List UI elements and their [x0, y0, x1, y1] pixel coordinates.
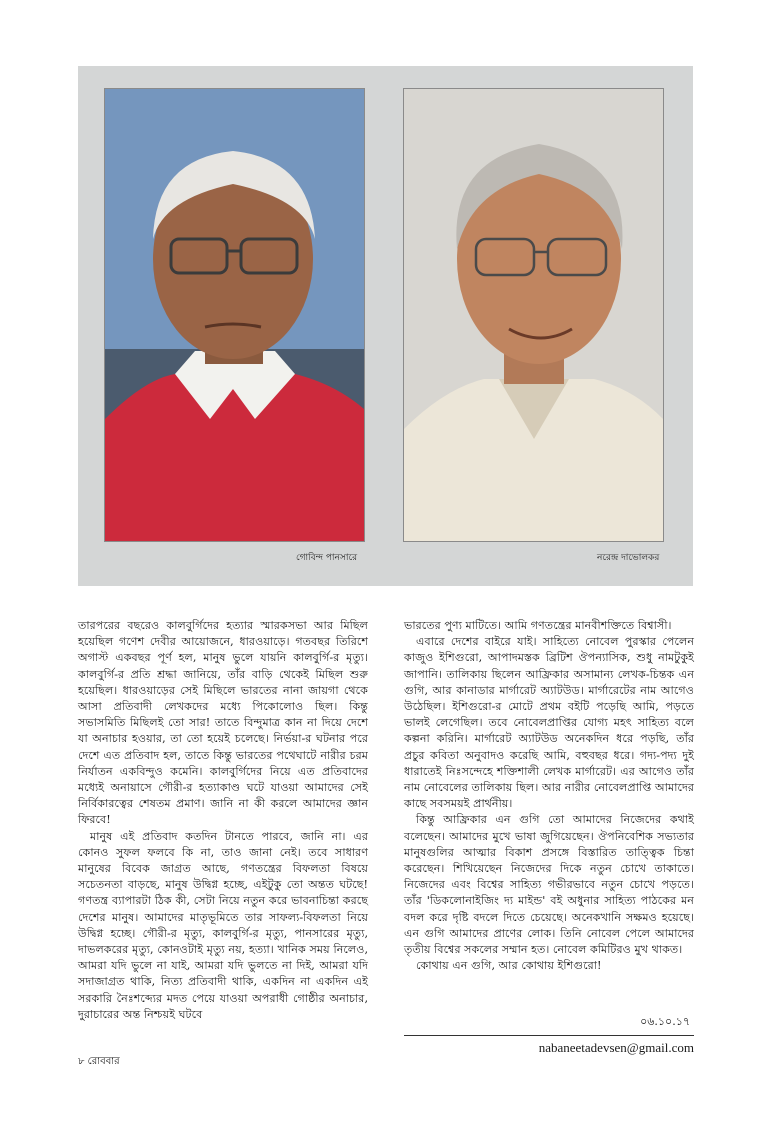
article-signoff: [404, 1013, 694, 1056]
paragraph: এবারে দেশের বাইরে যাই। সাহিত্যে নোবেল পুরস্কার পেলেন কাজুও ইশিগুরো, আপাদমস্তক ব্রিটিশ ঔপন্যাসিক, শুধু নামটুকুই জাপানি। তালিকায় ছিলেন আফ্রিকার অসামান্য লেখক-চিন্তক এন গুগি, আর কানাডার মার্গারেট অ্যাটউড। মার্গারেটের নাম আগেও উঠেছিল। ইশিগুরো-র মোটে প্রথম বইটি পড়েছি আমি, পড়তে ভালই লেগেছিল। তবে নোবেলপ্রাপ্তির যোগ্য মহৎ সাহিত্য বলে কল্পনা করিনি। মার্গারেট অ্যাটউড অনেকদিন ধরে পড়ছি, তাঁর প্রচুর কবিতা অনুবাদও করেছি আমি, বহুবছর ধরে। গদ্য-পদ্য দুই ধারাতেই নিঃসন্দেহে শক্তিশালী লেখক মার্গারেট। এর আগেও তাঁর নাম নোবেলের তালিকায় ছিল। আর নারীর নোবেলপ্রাপ্তি আমাদের কাছে সবসময়ই প্রার্থনীয়।: [404, 635, 694, 811]
portrait-left-image: [105, 89, 364, 541]
article-date: ০৬.১০.১৭: [640, 1015, 690, 1028]
page-footer: ৮ রোববার: [78, 1056, 120, 1067]
article-column-left: [78, 618, 368, 1023]
photo-panel: [78, 66, 693, 586]
portrait-right-image: [404, 89, 663, 541]
caption-right: নরেন্দ্র দাভোলকর: [597, 553, 660, 563]
caption-left: গোবিন্দ পানসারে: [296, 553, 358, 563]
paragraph: মানুষ এই প্রতিবাদ কতদিন টানতে পারবে, জানি না। এর কোনও সুফল ফলবে কি না, তাও জানা নেই। তবে সাধারণ মানুষের বিবেক জাগ্রত আছে, গণতন্ত্রের বিফলতা বিষয়ে সচেতনতা বাড়ছে, মানুষ উদ্বিগ্ন হচ্ছে, এইটুকু তো অন্তত ঘটছে! গণতন্ত্র ব্যাপারটা ঠিক কী, সেটা নিয়ে নতুন করে ভাবনাচিন্তা করছে দেশের মানুষ। আমাদের মাতৃভূমিতে তার সাফল্য-বিফলতা নিয়ে উদ্বিগ্ন হচ্ছে। গৌরী-র মৃত্যু, কালবুর্গি-র মৃত্যু, পানসারের মৃত্যু, দাভলকরের মৃত্যু, কোনওটাই মৃত্যু নয়, হত্যা। খানিক সময় নিলেও, আমরা যদি ভুলে না যাই, আমরা যদি ভুলতে না দিই, আমরা যদি সদাজাগ্রত থাকি, নিত্য প্রতিবাদী থাকি, একদিন না একদিন এই সরকারি নৈঃশব্দ্যের মদত পেয়ে যাওয়া অপরাধী গোষ্ঠীর অনাচার, দুরাচারের অন্ত নিশ্চয়ই ঘটবে: [78, 829, 368, 1021]
portrait-narendra-dabholkar: [403, 88, 664, 542]
portrait-govind-pansare: [104, 88, 365, 542]
paragraph: কিন্তু আফ্রিকার এন গুগি তো আমাদের নিজেদের কথাই বলেছেন। আমাদের মুখে ভাষা জুগিয়েছেন। ঔপনিবেশিক সভ্যতার মানুষগুলির আত্মার বিকাশ প্রসঙ্গে বিস্তারিত তাত্ত্বিক চিন্তা করেছেন। শিখিয়েছেন নিজেদের দিকে নতুন চোখে তাকাতে। নিজেদের এবং বিশ্বের সাহিত্য গভীরভাবে নতুন চোখে পড়তে। তাঁর 'ডিকলোনাইজিং দ্য মাইন্ড' বই অধুনার সাহিত্য পাঠকের মন বদল করে দৃষ্টি বদলে দিতে চেয়েছে। অনেকখানি সক্ষমও হয়েছে। এন গুগি আমাদের প্রাণের লোক। তিনি নোবেল পেলে আমাদের তৃতীয় বিশ্বের সকলের সম্মান হত। নোবেল কমিটিরও মুখ থাকত।: [404, 813, 694, 957]
paragraph: কোথায় এন গুগি, আর কোথায় ইশিগুরো!: [416, 959, 602, 973]
paragraph: তারপরের বছরেও কালবুর্গিদের হত্যার স্মারকসভা আর মিছিল হয়েছিল গণেশ দেবীর আয়োজনে, ধারওয়াড়ে। গতবছর তিরিশে অগাস্ট একবছর পূর্ণ হল, মানুষ ভুলে যায়নি কালবুর্গি-র মৃত্যু। কালবুর্গি-র প্রতি শ্রদ্ধা জানিয়ে, তাঁর বাড়ি থেকেই মিছিল শুরু হয়েছিল। ধারওয়াড়ের সেই মিছিলে ভারতের নানা জায়গা থেকে আসা প্রতিবাদী লেখকদের মধ্যে পিকোলোও ছিল। কিন্তু সভাসমিতি মিছিলই তো সার! তাতে বিন্দুমাত্র কান না দিয়ে দেশে যা অনাচার হওয়ার, তা তো হয়েই চলেছে। নির্ভয়া-র ঘটনার পরে দেশে এত প্রতিবাদ হল, তাতে কিন্তু ভারতের পথেঘাটে নারীর চরম নির্যাতন একবিন্দুও কমেনি। কালবুর্গিদের নিয়ে এত প্রতিবাদের মধ্যেই অনায়াসে গৌরী-র হত্যাকাণ্ড ঘটে যাওয়া আমাদের সেই নির্বিকারত্বের শেষতম প্রমাণ। জানি না কী করলে আমাদের জ্ঞান ফিরবে!: [78, 619, 368, 827]
article-column-right: [404, 618, 694, 974]
divider: [404, 1035, 694, 1036]
author-email: nabaneetadevsen@gmail.com: [538, 1040, 694, 1055]
paragraph: ভারতের পুণ্য মাটিতে। আমি গণতন্ত্রের মানবীশক্তিতে বিশ্বাসী।: [404, 619, 672, 632]
